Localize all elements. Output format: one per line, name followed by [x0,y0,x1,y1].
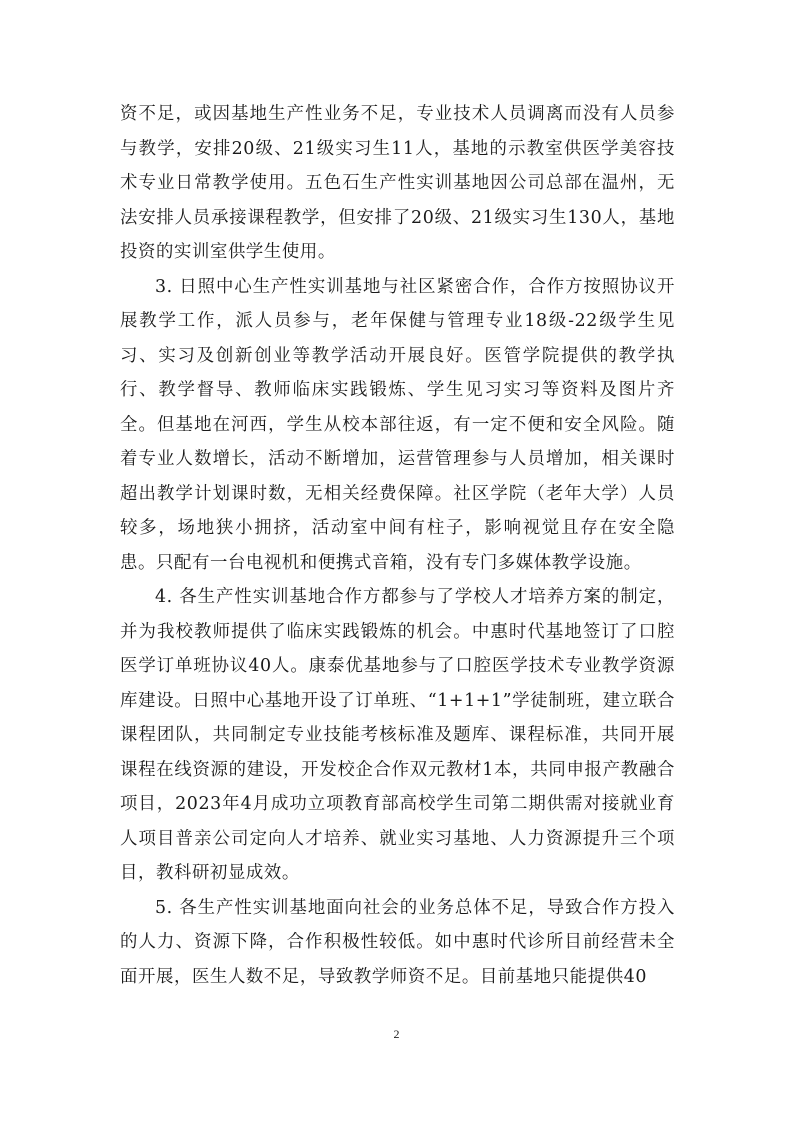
paragraph-4: 5. 各生产性实训基地面向社会的业务总体不足，导致合作方投入的人力、资源下降，合作积极性较低。如中惠时代诊所目前经营未全面开展，医生人数不足，导致教学师资不足。目前基地只能提供40 [120,897,675,987]
paragraph-3: 4. 各生产性实训基地合作方都参与了学校人才培养方案的制定，并为我校教师提供了临床实践锻炼的机会。中惠时代基地签订了口腔医学订单班协议40人。康泰优基地参与了口腔医学技术专业教学资源库建设。日照中心基地开设了订单班、“1+1+1”学徒制班，建立联合课程团队，共同制定专业技能考核标准及题库、课程标准，共同开展课程在线资源的建设，开发校企合作双元教材1本，共同申报产教融合项目，2023年4月成功立项教育部高校学生司第二期供需对接就业育人项目普亲公司定向人才培养、就业实习基地、人力资源提升三个项目，教科研初显成效。 [120,587,675,883]
paragraph-2: 3. 日照中心生产性实训基地与社区紧密合作，合作方按照协议开展教学工作，派人员参与，老年保健与管理专业18级-22级学生见习、实习及创新创业等教学活动开展良好。医管学院提供的教学执行、教学督导、教师临床实践锻炼、学生见习实习等资料及图片齐全。但基地在河西，学生从校本部往返，有一定不便和安全风险。随着专业人数增长，活动不断增加，运营管理参与人员增加，相关课时超出教学计划课时数，无相关经费保障。社区学院（老年大学）人员较多，场地狭小拥挤，活动室中间有柱子，影响视觉且存在安全隐患。只配有一台电视机和便携式音箱，没有专门多媒体教学设施。 [120,276,675,573]
paragraph-1: 资不足，或因基地生产性业务不足，专业技术人员调离而没有人员参与教学，安排20级、21级实习生11人，基地的示教室供医学美容技术专业日常教学使用。五色石生产性实训基地因公司总部在温州，无法安排人员承接课程教学，但安排了20级、21级实习生130人，基地投资的实训室供学生使用。 [120,104,675,262]
document-body [120,97,675,994]
page-number: 2 [393,1027,400,1041]
